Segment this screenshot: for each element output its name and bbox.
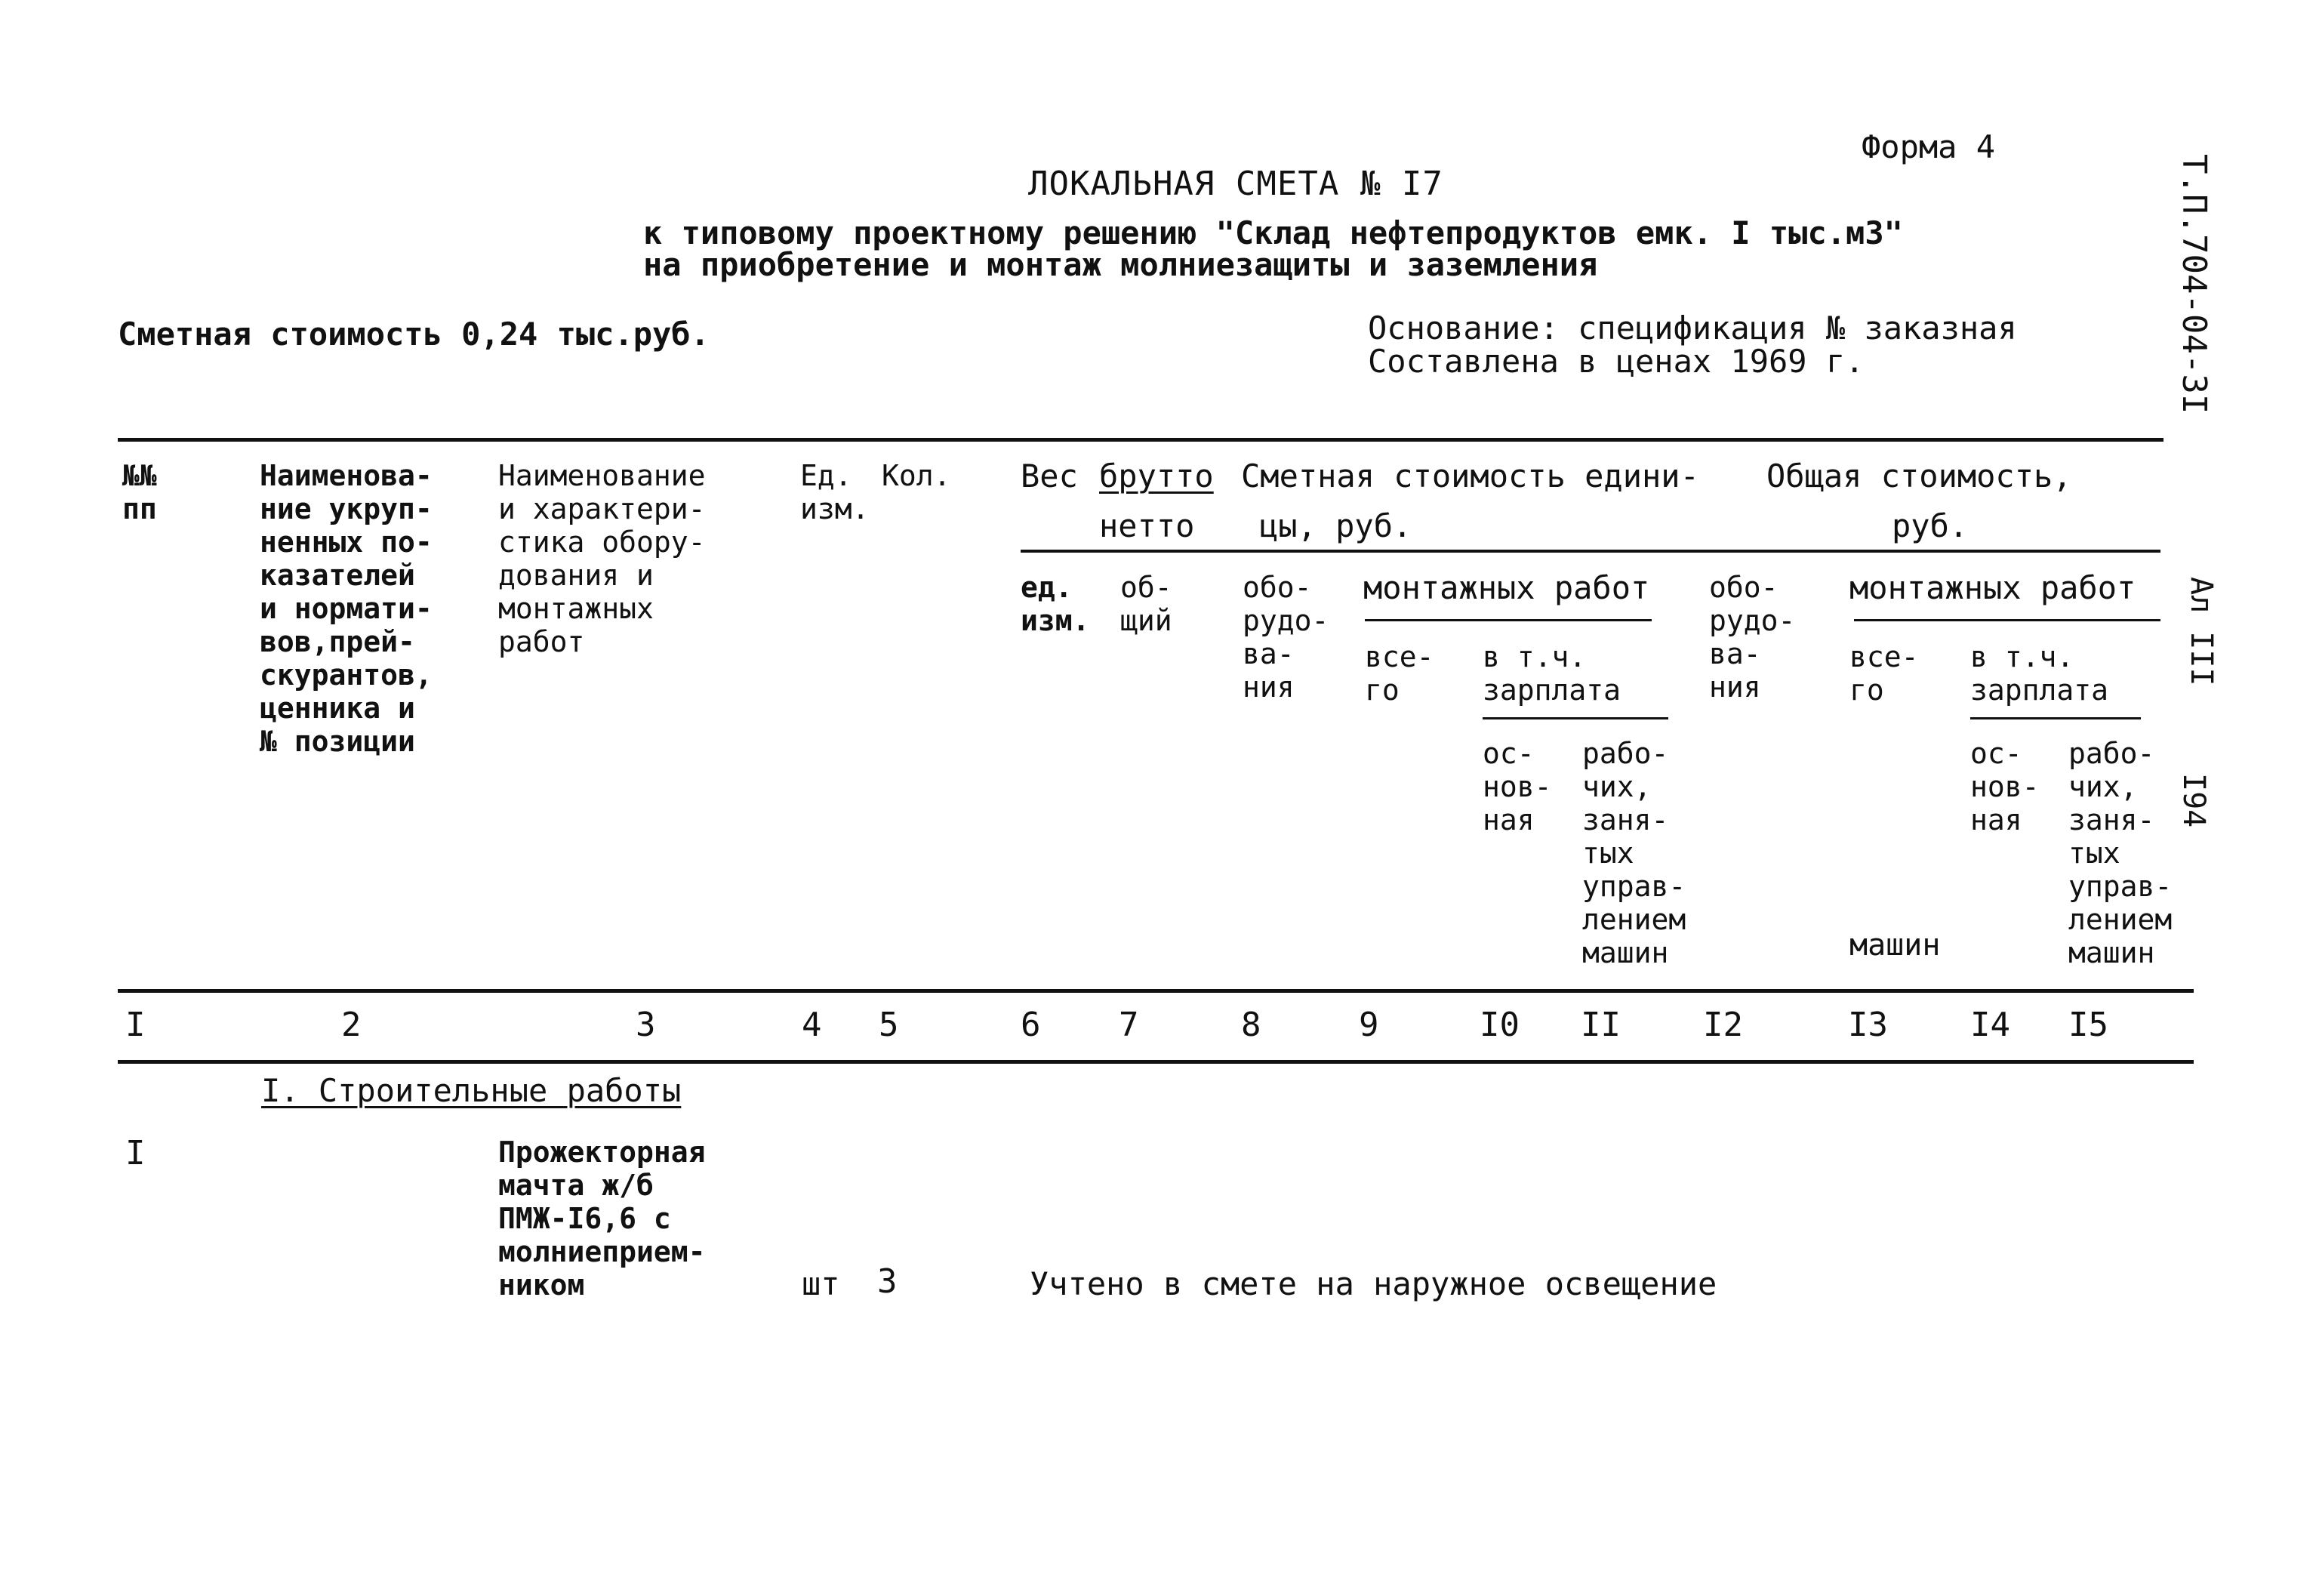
- th-equipment: обо- рудо- ва- ния: [1243, 571, 1329, 704]
- col-number-2: 2: [341, 1006, 362, 1044]
- col-number-9: 9: [1359, 1006, 1379, 1044]
- col-number-15: I5: [2068, 1006, 2108, 1044]
- side-sheet-label: Ал III: [2184, 577, 2219, 686]
- th-mounting-works-total: монтажных работ: [1849, 569, 2136, 606]
- th-salary-workers-total: рабо- чих, заня- тых управ- лением машин: [2068, 737, 2173, 969]
- estimated-cost: Сметная стоимость 0,24 тыс.руб.: [118, 316, 710, 353]
- section-heading: I. Строительные работы: [261, 1072, 682, 1109]
- basis-line1: Основание: спецификация № заказная: [1368, 310, 2017, 347]
- col-number-12: I2: [1703, 1006, 1743, 1044]
- document-title: ЛОКАЛЬНАЯ СМЕТА № I7: [1028, 165, 1443, 203]
- th-incl-salary-total: в т.ч. зарплата: [1970, 640, 2109, 707]
- th-equipment-total: обо- рудо- ва- ния: [1709, 571, 1796, 704]
- th-weight-total: об- щий: [1120, 571, 1172, 637]
- th-row-number: №№ пп: [122, 459, 157, 525]
- col-number-5: 5: [879, 1006, 899, 1044]
- col-number-4: 4: [802, 1006, 822, 1044]
- side-page-number: I94: [2176, 773, 2211, 828]
- th-salary-workers: рабо- чих, заня- тых управ- лением машин: [1582, 737, 1686, 969]
- th-unit: Ед. изм.: [800, 459, 870, 525]
- th-unit-cost-2: цы, руб.: [1259, 507, 1412, 544]
- mount-subrule-1: [1365, 619, 1652, 621]
- col-number-1: I: [125, 1006, 146, 1044]
- th-netto: нетто: [1099, 507, 1195, 544]
- row1-unit: шт: [802, 1265, 840, 1302]
- th-weight-unit: ед. изм.: [1021, 571, 1090, 637]
- col-number-3: 3: [636, 1006, 656, 1044]
- th-brutto: брутто: [1099, 458, 1214, 495]
- th-mounting-works: монтажных работ: [1363, 569, 1650, 606]
- col-number-14: I4: [1970, 1006, 2010, 1044]
- col-numbers-bottom-rule: [118, 1060, 2194, 1064]
- th-norm-name: Наименова- ние укруп- ненных по- казателей и нормати- вов,прей- скурантов, ценника и № позиции: [260, 459, 433, 758]
- th-weight: Вес: [1021, 458, 1078, 495]
- form-number: Форма 4: [1862, 128, 1996, 165]
- side-project-code: Т.П.704-04-3I: [2175, 154, 2213, 414]
- table-top-rule: [118, 438, 2163, 442]
- col-number-13: I3: [1848, 1006, 1888, 1044]
- th-quantity: Кол.: [882, 459, 951, 492]
- unit-cost-subrule: [1021, 550, 2160, 553]
- th-salary-basic: ос- нов- ная: [1483, 737, 1552, 837]
- th-total-cost: Общая стоимость,: [1766, 458, 2072, 495]
- row1-number: I: [125, 1134, 146, 1172]
- basis-line2: Составлена в ценах 1969 г.: [1368, 343, 1865, 380]
- th-mount-all: все- го: [1365, 640, 1434, 707]
- col-number-6: 6: [1021, 1006, 1041, 1044]
- salary-subrule-1: [1483, 717, 1668, 719]
- row1-name: Прожекторная мачта ж/б ПМЖ-I6,6 с молниеприем- ником: [498, 1135, 706, 1302]
- th-equipment-name: Наименование и характери- стика обору- дования и монтажных работ: [498, 459, 706, 658]
- document-subtitle-line1: к типовому проектному решению "Склад нефтепродуктов емк. I тыс.м3": [643, 214, 1903, 251]
- th-total-cost-2: руб.: [1892, 507, 1969, 544]
- row1-quantity: 3: [877, 1262, 898, 1301]
- th-machines-col13: машин: [1849, 928, 1941, 963]
- col-number-10: I0: [1480, 1006, 1520, 1044]
- salary-subrule-2: [1970, 717, 2141, 719]
- document-subtitle-line2: на приобретение и монтаж молниезащиты и заземления: [643, 246, 1598, 283]
- row1-note: Учтено в смете на наружное освещение: [1030, 1265, 1717, 1302]
- header-bottom-rule: [118, 989, 2194, 993]
- col-number-11: II: [1581, 1006, 1621, 1044]
- col-number-7: 7: [1119, 1006, 1139, 1044]
- mount-subrule-2: [1854, 619, 2160, 621]
- th-incl-salary: в т.ч. зарплата: [1483, 640, 1621, 707]
- th-salary-basic-total: ос- нов- ная: [1970, 737, 2040, 837]
- col-number-8: 8: [1241, 1006, 1261, 1044]
- th-unit-cost: Сметная стоимость едини-: [1241, 458, 1699, 495]
- th-mount-all-total: все- го: [1849, 640, 1919, 707]
